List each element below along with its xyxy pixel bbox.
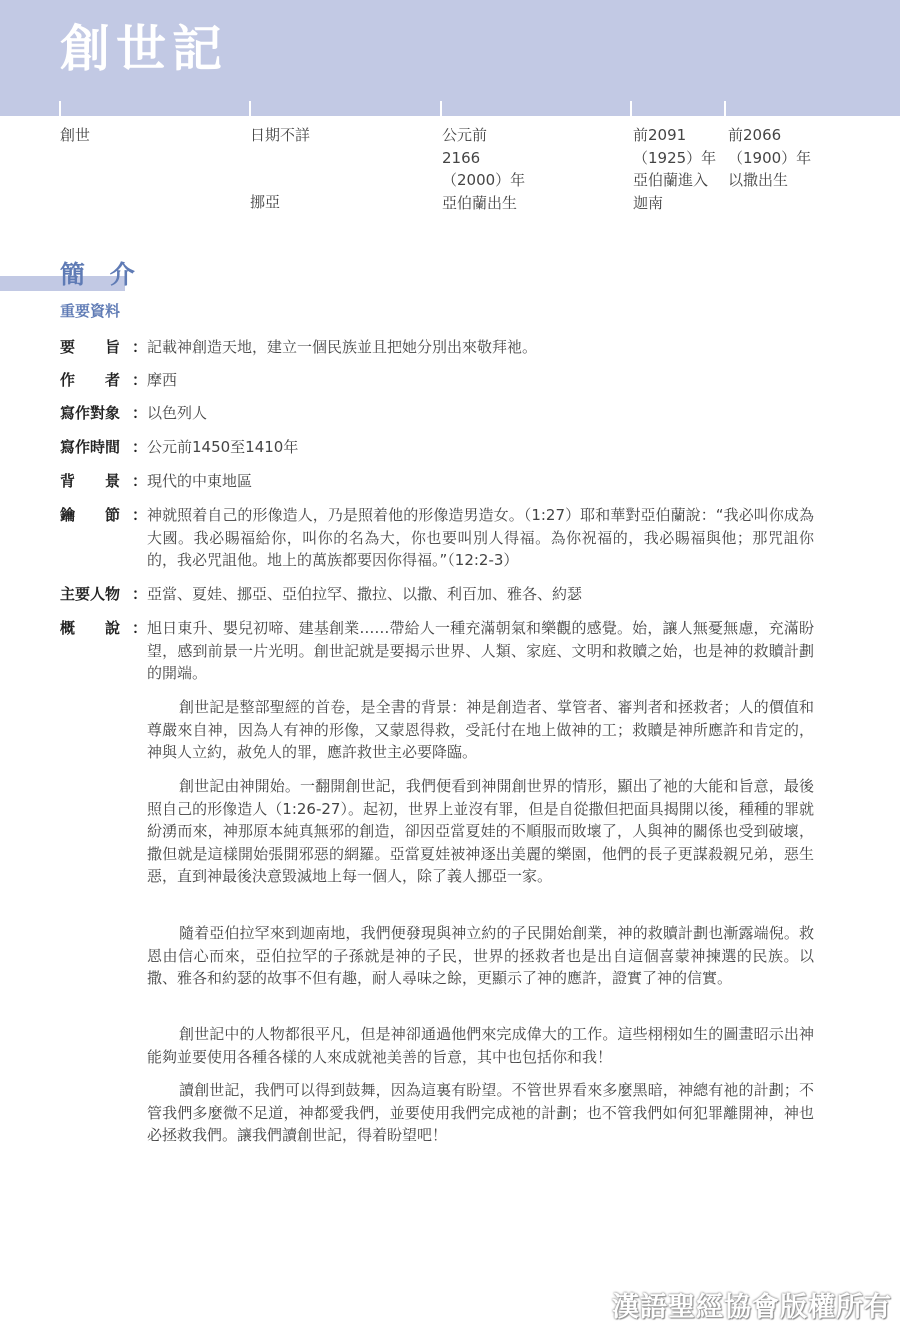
- field-value: 公元前1450至1410年: [147, 438, 299, 456]
- overview-paragraph: 讀創世記，我們可以得到鼓舞，因為這裏有盼望。不管世界看來多麼黑暗，神總有祂的計劃；不管我們多麼微不足道，神都愛我們，並要使用我們完成祂的計劃；也不管我們如何犯罪離開神，神也必拯救我們。讓我們讀創世記，得着盼望吧！: [147, 1081, 814, 1144]
- field-label: 鑰 節: [60, 506, 121, 524]
- timeline-tick: [724, 101, 726, 118]
- overview-paragraph: 創世記中的人物都很平凡，但是神卻通過他們來完成偉大的工作。這些栩栩如生的圖畫昭示出神能夠並要使用各種各樣的人來成就祂美善的旨意，其中也包括你和我！: [147, 1025, 814, 1066]
- field-label: 概 說: [60, 619, 121, 637]
- field-value: 記載神創造天地，建立一個民族並且把她分別出來敬拜祂。: [147, 338, 538, 356]
- timeline-label-isaac-born: 前2066 （1900）年 以撒出生: [728, 126, 812, 189]
- field-label: 主要人物: [60, 585, 121, 603]
- field-colon: ：: [132, 619, 148, 637]
- timeline-tick: [630, 101, 632, 118]
- field-colon: ：: [132, 338, 148, 356]
- timeline-label-abram-canaan: 前2091 （1925）年 亞伯蘭進入 迦南: [633, 126, 717, 212]
- field-label: 作 者: [60, 371, 121, 389]
- timeline-label-date-unknown: 日期不詳: [250, 126, 311, 144]
- copyright-watermark: 漢語聖經協會版權所有: [612, 1292, 892, 1323]
- field-label: 寫作時間: [60, 438, 121, 456]
- overview-paragraph: 隨着亞伯拉罕來到迦南地，我們便發現與神立約的子民開始創業，神的救贖計劃也漸露端倪。救恩由信心而來，亞伯拉罕的子孫就是神的子民，世界的拯救者也是出自這個喜蒙神揀選的民族。以撒、雅各和約瑟的故事不但有趣，耐人尋味之餘，更顯示了神的應許，證實了神的信實。: [147, 924, 814, 987]
- section-title: 簡 介: [60, 260, 143, 289]
- overview-paragraph: 創世記由神開始。一翻開創世記，我們便看到神開創世界的情形，顯出了祂的大能和旨意，最後照自己的形像造人（1:26-27）。起初，世界上並沒有罪，但是自從撒但把面具揭開以後，種種的罪就紛湧而來，神那原本純真無邪的創造，卻因亞當夏娃的不順服而敗壞了，人與神的關係也受到破壞，撒但就是這樣開始張開邪惡的網羅。亞當夏娃被神逐出美麗的樂園，他們的長子更謀殺親兄弟，惡生惡，直到神最後決意毀滅地上每一個人，除了義人挪亞一家。: [147, 777, 814, 885]
- field-label: 寫作對象: [60, 404, 121, 422]
- field-value: 以色列人: [147, 404, 208, 422]
- field-colon: ：: [132, 506, 148, 524]
- timeline-label-abram-born: 公元前 2166 （2000）年 亞伯蘭出生: [442, 126, 526, 212]
- timeline-tick: [59, 101, 61, 118]
- field-label: 背 景: [60, 472, 121, 490]
- timeline-label-noah: 挪亞: [250, 193, 281, 211]
- timeline-label-creation: 創世: [60, 126, 91, 144]
- field-colon: ：: [132, 404, 148, 422]
- field-colon: ：: [132, 438, 148, 456]
- overview-paragraph: 創世記是整部聖經的首卷，是全書的背景：神是創造者、掌管者、審判者和拯救者；人的價值和尊嚴來自神，因為人有神的形像，又蒙恩得救，受託付在地上做神的工；救贖是神所應許和肯定的，神與人立約，赦免人的罪，應許救世主必要降臨。: [147, 698, 814, 761]
- subtitle-key-facts: 重要資料: [60, 302, 121, 320]
- field-value: 亞當、夏娃、挪亞、亞伯拉罕、撒拉、以撒、利百加、雅各、約瑟: [147, 585, 583, 603]
- field-colon: ：: [132, 472, 148, 490]
- field-label: 要 旨: [60, 338, 121, 356]
- field-value: 現代的中東地區: [147, 472, 253, 490]
- timeline-tick: [249, 101, 251, 118]
- field-value: 旭日東升、嬰兒初啼、建基創業……帶給人一種充滿朝氣和樂觀的感覺。始，讓人無憂無慮，充滿盼望，感到前景一片光明。創世記就是要揭示世界、人類、家庭、文明和救贖之始，也是神的救贖計劃的開端。: [147, 619, 814, 682]
- field-value: 摩西: [147, 371, 178, 389]
- field-colon: ：: [132, 371, 148, 389]
- timeline-tick: [440, 101, 442, 118]
- field-colon: ：: [132, 585, 148, 603]
- field-value: 神就照着自己的形像造人，乃是照着他的形像造男造女。（1:27）耶和華對亞伯蘭說：“我必叫你成為大國。我必賜福給你，叫你的名為大，你也要叫別人得福。為你祝福的，我必賜福與他；那咒詛你的，我必咒詛他。地上的萬族都要因你得福。”（12:2-3）: [147, 506, 814, 569]
- book-title: 創世記: [60, 20, 228, 78]
